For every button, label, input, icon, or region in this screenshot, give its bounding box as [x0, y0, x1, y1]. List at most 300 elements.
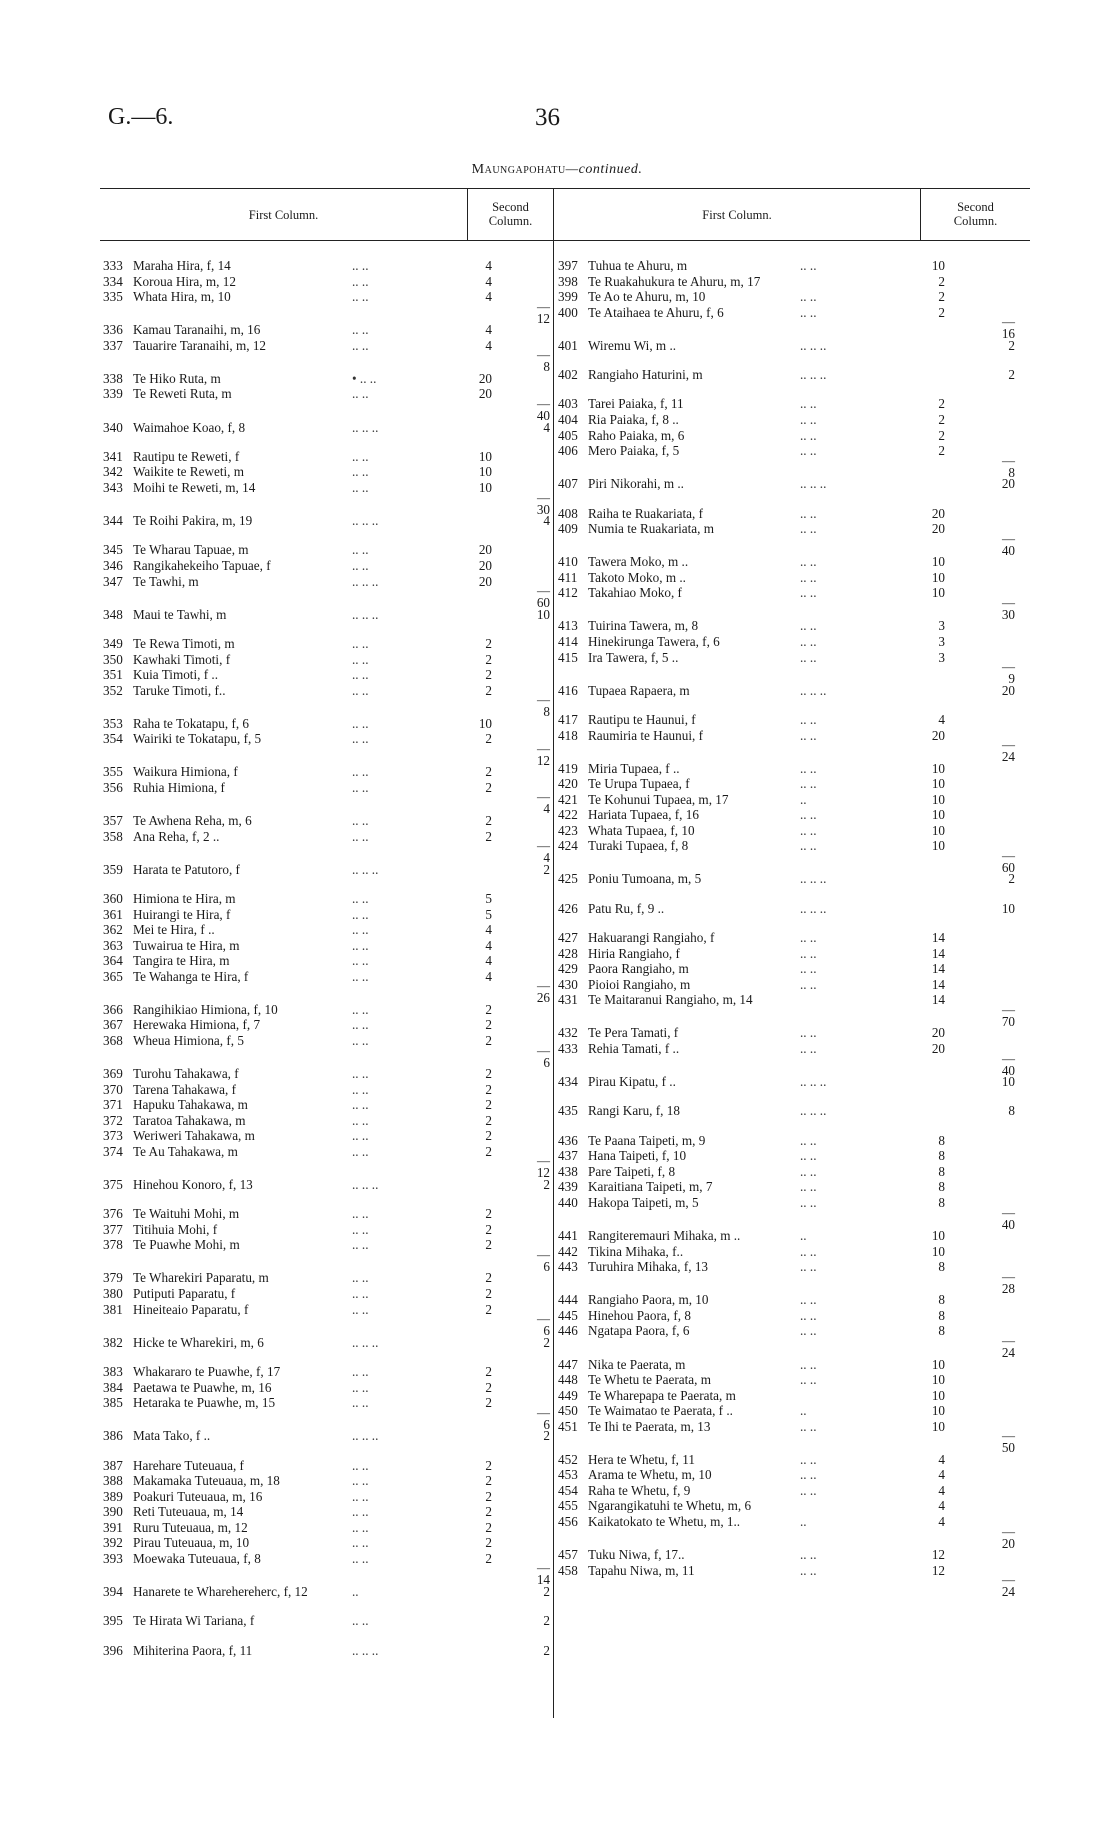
- entry-name: Te Ihi te Paerata, m, 13: [588, 1418, 711, 1434]
- entry-name: Huirangi te Hira, f: [133, 906, 231, 922]
- entry-number: 396: [103, 1642, 123, 1658]
- entry-name: Waikura Himiona, f: [133, 764, 238, 780]
- entry-number: 345: [103, 542, 123, 558]
- first-column-value: 2: [485, 1270, 492, 1286]
- entry-number: 361: [103, 906, 123, 922]
- entry-number: 410: [558, 554, 578, 570]
- leader-dots: ..: [800, 1228, 807, 1244]
- entry-name: Turohu Tahakawa, f: [133, 1066, 239, 1082]
- first-column-value: 4: [938, 1514, 945, 1529]
- entry-name: Pirau Kipatu, f ..: [588, 1074, 676, 1090]
- leader-dots: .. ..: [352, 464, 369, 480]
- leader-dots: .. ..: [352, 1128, 369, 1144]
- leader-dots: .. ..: [352, 813, 369, 828]
- entry-number: 406: [558, 443, 578, 459]
- entry-name: Tupaea Rapaera, m: [588, 682, 690, 698]
- leader-dots: .. ..: [352, 289, 369, 305]
- first-column-value: 3: [938, 633, 945, 649]
- second-column-value: 2: [543, 861, 550, 877]
- subtotal-rule: —: [537, 347, 550, 363]
- leader-dots: .. ..: [352, 828, 369, 844]
- entry-number: 391: [103, 1519, 123, 1535]
- entry-number: 337: [103, 337, 123, 353]
- first-column-value: 12: [931, 1547, 945, 1563]
- entry-number: 420: [558, 776, 578, 792]
- entry-number: 414: [558, 633, 578, 649]
- first-column-value: 8: [938, 1292, 945, 1308]
- entry-number: 358: [103, 828, 123, 844]
- entry-number: 397: [558, 258, 578, 273]
- entry-number: 400: [558, 304, 578, 320]
- leader-dots: .. ..: [800, 569, 817, 585]
- leader-dots: .. ..: [800, 1323, 817, 1339]
- entry-number: 380: [103, 1286, 123, 1301]
- first-column-value: 5: [485, 891, 492, 906]
- entry-name: Tikina Mihaka, f..: [588, 1243, 684, 1259]
- entry-name: Ira Tawera, f, 5 ..: [588, 649, 679, 665]
- second-column-value: 9: [1008, 671, 1015, 687]
- second-column-value: 14: [536, 1572, 550, 1588]
- entry-name: Hiria Rangiaho, f: [588, 945, 680, 961]
- entry-name: Kawhaki Timoti, f: [133, 651, 231, 667]
- first-column-value: 20: [478, 370, 492, 386]
- entry-name: Harata te Patutoro, f: [133, 861, 240, 877]
- entry-name: Ruru Tuteuaua, m, 12: [133, 1519, 248, 1535]
- second-column-value: 50: [1001, 1440, 1015, 1456]
- leader-dots: .. ..: [352, 731, 369, 747]
- entry-number: 359: [103, 861, 123, 877]
- leader-dots: .. ..: [352, 1301, 369, 1317]
- second-column-value: 20: [1001, 476, 1015, 492]
- leader-dots: .. ..: [352, 1395, 369, 1411]
- first-column-value: 4: [485, 922, 492, 938]
- first-column-value: 10: [478, 479, 492, 495]
- leader-dots: .. .. ..: [352, 861, 379, 877]
- second-column-value: 2: [543, 1642, 550, 1658]
- first-column-value: 10: [931, 807, 945, 823]
- leader-dots: .. ..: [800, 1418, 817, 1434]
- leader-dots: .. ..: [352, 542, 369, 558]
- leader-dots: .. ..: [800, 1025, 817, 1041]
- entry-name: Hana Taipeti, f, 10: [588, 1148, 687, 1164]
- entry-number: 372: [103, 1112, 123, 1128]
- entry-name: Te Maitaranui Rangiaho, m, 14: [588, 992, 753, 1008]
- first-column-value: 2: [485, 651, 492, 667]
- subtotal-rule: —: [537, 1404, 550, 1420]
- entry-name: Te Roihi Pakira, m, 19: [133, 513, 253, 529]
- first-column-value: 2: [485, 1066, 492, 1082]
- entry-name: Putiputi Paparatu, f: [133, 1286, 236, 1301]
- first-column-value: 2: [938, 396, 945, 412]
- second-column-value: 4: [543, 419, 550, 435]
- entry-number: 394: [103, 1583, 123, 1599]
- entry-number: 365: [103, 968, 123, 984]
- second-column-value: 2: [543, 1334, 550, 1350]
- entry-name: Mero Paiaka, f, 5: [588, 443, 680, 459]
- entry-name: Rangiaho Haturini, m: [588, 367, 703, 383]
- entry-name: Waimahoe Koao, f, 8: [133, 419, 246, 435]
- entry-number: 429: [558, 961, 578, 977]
- entry-name: Tarena Tahakawa, f: [133, 1081, 236, 1097]
- first-column-value: 20: [931, 727, 945, 743]
- first-column-value: 3: [938, 649, 945, 665]
- entry-number: 340: [103, 419, 123, 435]
- entry-name: Tarei Paiaka, f, 11: [588, 396, 684, 412]
- second-column-value: 28: [1001, 1280, 1015, 1296]
- entry-name: Nika te Paerata, m: [588, 1356, 686, 1372]
- second-column-value: 2: [543, 1428, 550, 1444]
- entry-name: Te Hiko Ruta, m: [133, 370, 221, 386]
- entry-number: 454: [558, 1482, 578, 1498]
- entry-name: Kuia Timoti, f ..: [133, 667, 219, 683]
- first-column-value: 2: [485, 828, 492, 844]
- entry-number: 444: [558, 1292, 578, 1308]
- leader-dots: .. ..: [800, 258, 817, 273]
- entry-name: Mihiterina Paora, f, 11: [133, 1642, 253, 1658]
- entry-name: Tuku Niwa, f, 17..: [588, 1547, 685, 1563]
- subtotal-rule: —: [1002, 1050, 1015, 1066]
- entry-number: 381: [103, 1301, 123, 1317]
- leader-dots: .. ..: [800, 1356, 817, 1372]
- entry-name: Paetawa te Puawhe, m, 16: [133, 1379, 272, 1395]
- entry-number: 389: [103, 1488, 123, 1504]
- leader-dots: .. ..: [800, 1179, 817, 1195]
- entry-name: Hinehou Paora, f, 8: [588, 1307, 691, 1323]
- entry-number: 439: [558, 1179, 578, 1195]
- second-column-value: 2: [1008, 871, 1015, 887]
- entry-number: 422: [558, 807, 578, 823]
- leader-dots: .. ..: [352, 1504, 369, 1520]
- entry-name: Raha te Tokatapu, f, 6: [133, 715, 250, 731]
- entry-name: Te Kohunui Tupaea, m, 17: [588, 791, 729, 807]
- section-title-main: Maungapohatu: [471, 162, 566, 177]
- subtotal-rule: —: [1002, 594, 1015, 610]
- second-column-value: 24: [1001, 1344, 1015, 1360]
- entry-name: Patu Ru, f, 9 ..: [588, 900, 665, 916]
- leader-dots: .. ..: [352, 1066, 369, 1082]
- entry-name: Te Waituhi Mohi, m: [133, 1206, 240, 1222]
- entry-name: Ria Paiaka, f, 8 ..: [588, 412, 679, 427]
- leader-dots: .. ..: [352, 891, 369, 906]
- entry-name: Reti Tuteuaua, m, 14: [133, 1504, 244, 1520]
- leader-dots: .. .. ..: [352, 1334, 379, 1350]
- subtotal-rule: —: [537, 583, 550, 599]
- entry-number: 341: [103, 448, 123, 464]
- first-column-value: 10: [931, 258, 945, 273]
- leader-dots: .. ..: [352, 1112, 369, 1128]
- leader-dots: .. ..: [800, 521, 817, 537]
- first-column-value: 10: [931, 1372, 945, 1388]
- entry-name: Hakopa Taipeti, m, 5: [588, 1195, 699, 1210]
- entry-name: Hinekirunga Tawera, f, 6: [588, 633, 720, 649]
- entry-number: 425: [558, 871, 578, 887]
- entry-number: 393: [103, 1550, 123, 1566]
- first-column-value: 2: [938, 304, 945, 320]
- first-column-value: 8: [938, 1148, 945, 1164]
- first-column-value: 4: [938, 1451, 945, 1467]
- entry-number: 379: [103, 1270, 123, 1286]
- leader-dots: .. ..: [352, 937, 369, 953]
- first-column-value: 4: [485, 937, 492, 953]
- entry-number: 369: [103, 1066, 123, 1082]
- second-column-value: 10: [1001, 1074, 1015, 1090]
- first-column-value: 2: [485, 813, 492, 828]
- first-column-value: 10: [931, 1418, 945, 1434]
- entry-name: Arama te Whetu, m, 10: [588, 1467, 712, 1483]
- leader-dots: .. ..: [800, 1148, 817, 1164]
- entry-number: 357: [103, 813, 123, 828]
- second-column-value: 2: [1008, 337, 1015, 353]
- entry-number: 368: [103, 1032, 123, 1048]
- subtotal-rule: —: [1002, 314, 1015, 330]
- first-column-value: 14: [931, 961, 945, 977]
- leader-dots: .. ..: [800, 1562, 817, 1578]
- leader-dots: .. ..: [352, 1519, 369, 1535]
- first-column-value: 10: [478, 448, 492, 464]
- entry-name: Wiremu Wi, m ..: [588, 337, 677, 353]
- leader-dots: .. ..: [352, 651, 369, 667]
- leader-dots: .. .. ..: [352, 606, 379, 622]
- entry-number: 418: [558, 727, 578, 743]
- entry-name: Tuhua te Ahuru, m: [588, 258, 688, 273]
- entry-name: Tawera Moko, m ..: [588, 554, 689, 570]
- leader-dots: .. ..: [800, 1292, 817, 1308]
- leader-dots: .. ..: [800, 930, 817, 946]
- entry-number: 377: [103, 1221, 123, 1237]
- leader-dots: .. ..: [352, 779, 369, 795]
- second-column-value: 10: [1001, 900, 1015, 916]
- leader-dots: .. ..: [352, 479, 369, 495]
- first-column-value: 2: [485, 1301, 492, 1317]
- entry-name: Miria Tupaea, f ..: [588, 760, 680, 776]
- second-column-value: 40: [1001, 1062, 1015, 1078]
- first-column-value: 2: [485, 1128, 492, 1144]
- second-column-value: 30: [1001, 606, 1015, 622]
- entry-name: Hineiteaio Paparatu, f: [133, 1301, 249, 1317]
- second-column-value: 20: [1001, 682, 1015, 698]
- first-column-value: 4: [938, 1498, 945, 1514]
- first-column-value: 2: [485, 1001, 492, 1017]
- subtotal-rule: —: [1002, 1001, 1015, 1017]
- entry-name: Hicke te Wharekiri, m, 6: [133, 1334, 264, 1350]
- entry-number: 376: [103, 1206, 123, 1222]
- leader-dots: .. ..: [352, 953, 369, 969]
- first-column-value: 10: [931, 838, 945, 854]
- right-first-column-header: First Column.: [702, 208, 772, 222]
- entry-name: Te Waimatao te Paerata, f ..: [588, 1403, 733, 1419]
- leader-dots: .. ..: [352, 1550, 369, 1566]
- entry-name: Maui te Tawhi, m: [133, 606, 227, 622]
- first-column-value: 2: [938, 289, 945, 305]
- entry-name: Moewaka Tuteuaua, f, 8: [133, 1550, 261, 1566]
- entry-number: 343: [103, 479, 123, 495]
- entry-name: Rangiteremauri Mihaka, m ..: [588, 1228, 741, 1244]
- first-column-value: 3: [938, 618, 945, 634]
- entry-number: 350: [103, 651, 123, 667]
- leader-dots: .. ..: [800, 1451, 817, 1467]
- first-column-value: 8: [938, 1195, 945, 1210]
- entry-number: 443: [558, 1259, 578, 1275]
- leader-dots: .. ..: [352, 1017, 369, 1033]
- subtotal-rule: —: [537, 395, 550, 411]
- leader-dots: .. ..: [352, 337, 369, 353]
- first-column-value: 10: [931, 585, 945, 601]
- entry-name: Kaikatokato te Whetu, m, 1..: [588, 1514, 741, 1529]
- first-column-value: 2: [938, 273, 945, 289]
- second-column-value: 10: [536, 606, 550, 622]
- entry-number: 344: [103, 513, 123, 529]
- entry-number: 382: [103, 1334, 123, 1350]
- entry-name: Herewaka Himiona, f, 7: [133, 1017, 261, 1033]
- leader-dots: .. ..: [352, 1473, 369, 1489]
- leader-dots: .. ..: [800, 776, 817, 792]
- leader-dots: ..: [800, 1403, 807, 1419]
- first-column-value: 2: [485, 1112, 492, 1128]
- entry-number: 438: [558, 1163, 578, 1179]
- first-column-value: 2: [485, 1032, 492, 1048]
- entry-name: Hanarete te Wharehereherc, f, 12: [133, 1583, 308, 1599]
- subtotal-rule: —: [537, 1042, 550, 1058]
- subtotal-rule: —: [1002, 452, 1015, 468]
- first-column-value: 20: [478, 573, 492, 589]
- entry-number: 385: [103, 1395, 123, 1411]
- entry-name: Taratoa Tahakawa, m: [133, 1112, 246, 1128]
- first-column-value: 2: [938, 412, 945, 427]
- leader-dots: .. ..: [800, 1195, 817, 1210]
- first-column-value: 20: [931, 1025, 945, 1041]
- leader-dots: .. ..: [800, 1482, 817, 1498]
- entry-name: Wheua Himiona, f, 5: [133, 1032, 244, 1048]
- entry-number: 457: [558, 1547, 578, 1563]
- entry-number: 354: [103, 731, 123, 747]
- entry-number: 398: [558, 273, 578, 289]
- leader-dots: .. ..: [352, 667, 369, 683]
- entry-name: Te Wharekiri Paparatu, m: [133, 1270, 269, 1286]
- entry-name: Hetaraka te Puawhe, m, 15: [133, 1395, 276, 1411]
- leader-dots: .. ..: [352, 1364, 369, 1379]
- leader-dots: .. .. ..: [800, 337, 827, 353]
- leader-dots: .. .. ..: [352, 513, 379, 529]
- second-column-value: 8: [1008, 464, 1015, 480]
- second-column-value: 70: [1001, 1013, 1015, 1029]
- first-column-value: 8: [938, 1163, 945, 1179]
- entry-number: 403: [558, 396, 578, 412]
- leader-dots: ..: [800, 1514, 807, 1529]
- entry-name: Te Ao te Ahuru, m, 10: [588, 289, 706, 305]
- first-column-value: 2: [938, 443, 945, 459]
- second-column-value: 26: [536, 990, 550, 1006]
- entry-number: 387: [103, 1457, 123, 1473]
- first-column-value: 8: [938, 1323, 945, 1339]
- leader-dots: .. ..: [800, 838, 817, 854]
- second-column-value: 2: [1008, 367, 1015, 383]
- leader-dots: .. ..: [800, 649, 817, 665]
- leader-dots: .. ..: [352, 1001, 369, 1017]
- leader-dots: .. ..: [800, 505, 817, 521]
- entry-number: 388: [103, 1473, 123, 1489]
- entry-name: Te Awhena Reha, m, 6: [133, 813, 252, 828]
- entry-number: 441: [558, 1228, 578, 1244]
- entry-number: 336: [103, 322, 123, 338]
- second-column-value: 6: [543, 1416, 550, 1432]
- entry-number: 349: [103, 635, 123, 651]
- leader-dots: .. .. ..: [800, 476, 827, 492]
- entry-number: 353: [103, 715, 123, 731]
- leader-dots: .. ..: [800, 412, 817, 427]
- entry-number: 452: [558, 1451, 578, 1467]
- header-bottom-rule: [100, 240, 1030, 241]
- first-column-value: 4: [485, 273, 492, 289]
- first-column-value: 2: [485, 779, 492, 795]
- entry-number: 402: [558, 367, 578, 383]
- leader-dots: .. ..: [352, 1457, 369, 1473]
- entry-number: 338: [103, 370, 123, 386]
- entry-number: 428: [558, 945, 578, 961]
- entry-number: 348: [103, 606, 123, 622]
- first-column-value: 2: [485, 1395, 492, 1411]
- page-code: G.—6.: [108, 104, 174, 130]
- subtotal-rule: —: [537, 489, 550, 505]
- entry-number: 355: [103, 764, 123, 780]
- second-column-value: 16: [1001, 326, 1015, 342]
- first-column-value: 10: [931, 1403, 945, 1419]
- entry-name: Whata Hira, m, 10: [133, 289, 231, 305]
- second-column-value: 40: [1001, 542, 1015, 558]
- first-column-value: 10: [931, 791, 945, 807]
- entry-name: Piri Nikorahi, m ..: [588, 476, 684, 492]
- entry-number: 375: [103, 1176, 123, 1192]
- first-column-value: 20: [931, 505, 945, 521]
- entry-number: 451: [558, 1418, 578, 1434]
- leader-dots: .. ..: [800, 554, 817, 570]
- entry-number: 413: [558, 618, 578, 634]
- first-column-value: 8: [938, 1307, 945, 1323]
- subtotal-rule: —: [1002, 530, 1015, 546]
- leader-dots: .. ..: [800, 1467, 817, 1483]
- leader-dots: .. .. ..: [800, 1074, 827, 1090]
- section-title-sub: —continued.: [565, 162, 643, 177]
- first-column-value: 20: [478, 557, 492, 573]
- entry-name: Titihuia Mohi, f: [133, 1221, 218, 1237]
- leader-dots: .. ..: [800, 760, 817, 776]
- leader-dots: .. .. ..: [352, 1642, 379, 1658]
- entry-number: 435: [558, 1103, 578, 1119]
- leader-dots: .. ..: [800, 945, 817, 961]
- first-column-value: 2: [485, 1143, 492, 1159]
- first-column-value: 2: [485, 1535, 492, 1551]
- leader-dots: .. ..: [800, 289, 817, 305]
- entry-name: Te Wharau Tapuae, m: [133, 542, 249, 558]
- leader-dots: .. .. ..: [800, 900, 827, 916]
- entry-number: 399: [558, 289, 578, 305]
- leader-dots: .. ..: [800, 1259, 817, 1275]
- entry-name: Wairiki te Tokatapu, f, 5: [133, 731, 262, 747]
- first-column-value: 14: [931, 976, 945, 992]
- leader-dots: .. ..: [352, 682, 369, 698]
- first-column-value: 4: [938, 711, 945, 727]
- entry-name: Rangiaho Paora, m, 10: [588, 1292, 709, 1308]
- first-column-value: 4: [485, 968, 492, 984]
- first-column-value: 14: [931, 930, 945, 946]
- first-column-value: 20: [931, 521, 945, 537]
- leader-dots: .. ..: [800, 618, 817, 634]
- first-column-value: 2: [485, 1457, 492, 1473]
- section-title: [0, 162, 1114, 178]
- leader-dots: .. ..: [800, 711, 817, 727]
- leader-dots: .. ..: [800, 443, 817, 459]
- entry-number: 363: [103, 937, 123, 953]
- entry-number: 346: [103, 557, 123, 573]
